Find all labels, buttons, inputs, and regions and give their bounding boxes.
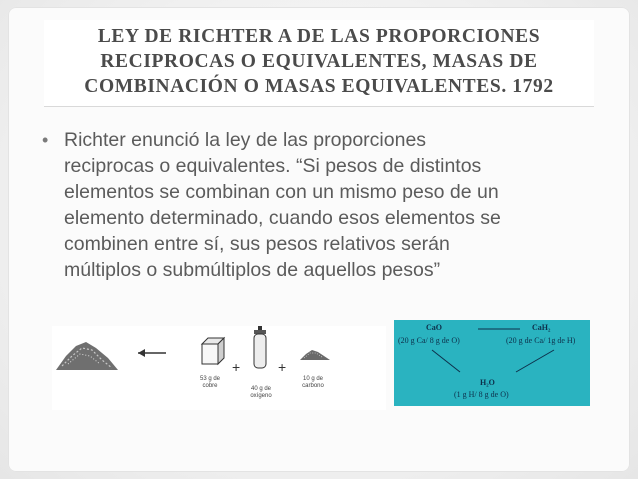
h2o-detail: (1 g H/ 8 g de O) bbox=[454, 390, 509, 399]
plus-sign-2: + bbox=[278, 359, 287, 375]
cah2-detail: (20 g de Ca/ 1g de H) bbox=[506, 336, 576, 345]
gas-cylinder-icon bbox=[254, 326, 266, 368]
equivalence-diagram bbox=[394, 320, 590, 406]
label-oxygen-line-2: oxígeno bbox=[250, 393, 272, 399]
label-copper-line-1: 53 g de bbox=[199, 376, 221, 382]
large-pile-icon bbox=[56, 342, 118, 370]
title-line-3: COMBINACIÓN O MASAS EQUIVALENTES. 1792 bbox=[84, 76, 554, 97]
plus-sign-1: + bbox=[232, 359, 241, 375]
arrow-left-icon bbox=[138, 349, 166, 357]
label-carbon bbox=[296, 376, 330, 390]
label-carbon-line-1: 10 g de bbox=[302, 376, 324, 382]
bullet-item bbox=[42, 127, 622, 283]
label-carbon-line-2: carbono bbox=[302, 383, 324, 389]
cao-detail: (20 g Ca/ 8 g de O) bbox=[398, 336, 460, 345]
small-pile-icon bbox=[300, 350, 330, 360]
cah2-label: CaH₂ bbox=[532, 323, 551, 332]
title-line-2: RECIPROCAS O EQUIVALENTES, MASAS DE bbox=[100, 51, 538, 72]
bullet-text: Richter enunció la ley de las proporciones reciprocas o equivalentes. “Si pesos de distintos elementos se combinan con un mismo peso de un elemento determinado, cuando esos elementos se combinen entre sí, sus pesos relativos serán múltiplos o submúltiplos de aquellos pesos” bbox=[64, 129, 501, 281]
cao-label: CaO bbox=[426, 323, 442, 332]
label-copper bbox=[194, 376, 226, 390]
label-oxygen-line-1: 40 g de bbox=[250, 386, 272, 392]
title-line-1: LEY DE RICHTER A DE LAS PROPORCIONES bbox=[97, 26, 541, 47]
cube-icon bbox=[202, 338, 224, 364]
reaction-illustration bbox=[52, 326, 386, 410]
reaction-illustration-svg bbox=[52, 326, 386, 410]
label-copper-line-2: cobre bbox=[202, 383, 218, 389]
label-oxygen bbox=[244, 386, 278, 400]
slide-title bbox=[44, 24, 594, 99]
bullet-dot-icon: • bbox=[42, 130, 49, 150]
h2o-label: H₂O bbox=[480, 378, 495, 387]
